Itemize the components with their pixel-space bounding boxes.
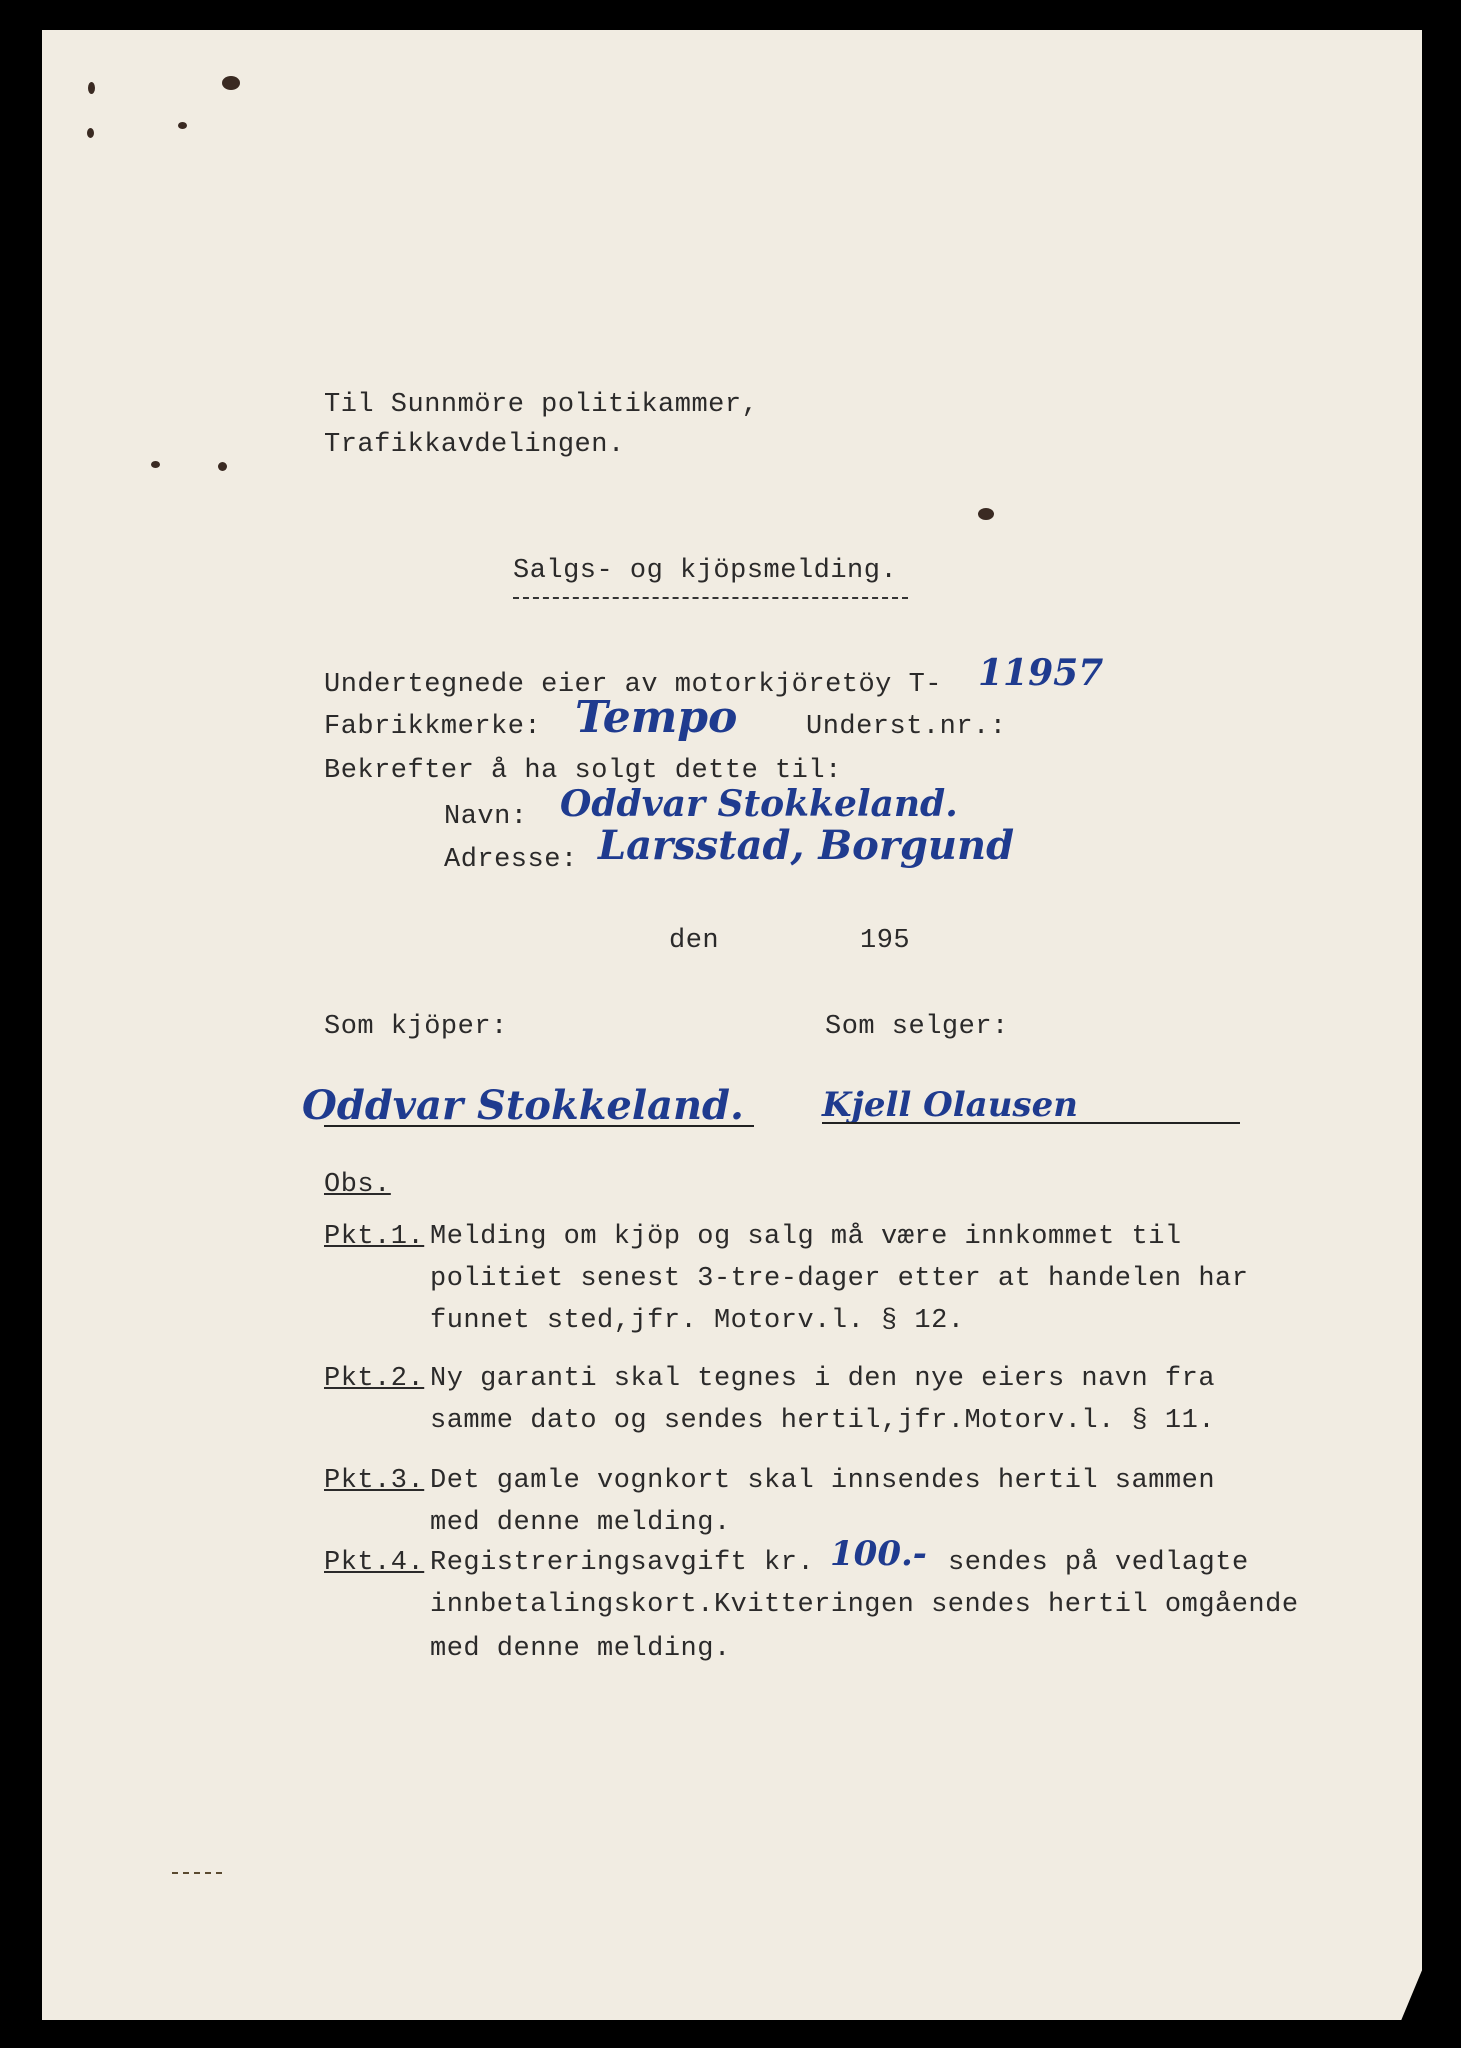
ink-spot (151, 461, 160, 468)
note-4-line-3: med denne melding. (430, 1634, 731, 1664)
note-4-line-1-suffix: sendes på vedlagte (948, 1548, 1249, 1578)
note-2-line-2: samme dato og sendes hertil,jfr.Motorv.l. § 11. (430, 1406, 1216, 1436)
vehicle-number: 11957 (978, 652, 1104, 694)
pencil-mark (172, 1872, 222, 1874)
chassis-label: Underst.nr.: (806, 712, 1007, 742)
obs-label: Obs. (324, 1170, 391, 1200)
note-1-label: Pkt.1. (324, 1222, 425, 1252)
title-underline (513, 597, 908, 599)
note-3-line-2: med denne melding. (430, 1508, 731, 1538)
document-page (42, 30, 1422, 2020)
note-1-line-1: Melding om kjöp og salg må være innkommet til (430, 1222, 1182, 1252)
seller-signature-line (822, 1122, 1240, 1124)
date-den: den (669, 926, 720, 956)
fee-value: 100.- (830, 1534, 927, 1574)
recipient-line-1: Til Sunnmöre politikammer, (324, 390, 759, 420)
note-3-label: Pkt.3. (324, 1466, 425, 1496)
buyer-label: Som kjöper: (324, 1012, 508, 1042)
name-label: Navn: (444, 802, 528, 832)
page-title: Salgs- og kjöpsmelding. (513, 556, 898, 586)
confirm-label: Bekrefter å ha solgt dette til: (324, 756, 842, 786)
ink-spot (88, 82, 95, 94)
note-4-label: Pkt.4. (324, 1548, 425, 1578)
note-1-line-3: funnet sted,jfr. Motorv.l. § 12. (430, 1306, 965, 1336)
make-value: Tempo (575, 692, 738, 743)
ink-spot (87, 128, 94, 138)
seller-label: Som selger: (825, 1012, 1009, 1042)
date-year: 195 (860, 926, 911, 956)
address-value: Larsstad, Borgund (598, 822, 1015, 869)
note-3-line-1: Det gamle vognkort skal innsendes hertil sammen (430, 1466, 1216, 1496)
recipient-line-2: Trafikkavdelingen. (324, 430, 625, 460)
note-2-label: Pkt.2. (324, 1364, 425, 1394)
ink-spot (218, 462, 227, 471)
ink-spot (222, 76, 240, 90)
note-2-line-1: Ny garanti skal tegnes i den nye eiers navn fra (430, 1364, 1216, 1394)
buyer-signature-line (324, 1125, 754, 1127)
name-value: Oddvar Stokkeland. (560, 783, 958, 825)
ink-spot (178, 122, 187, 129)
address-label: Adresse: (444, 845, 578, 875)
note-1-line-2: politiet senest 3-tre-dager etter at handelen har (430, 1264, 1249, 1294)
seller-signature: Kjell Olausen (822, 1085, 1078, 1125)
make-label: Fabrikkmerke: (324, 712, 542, 742)
owner-label: Undertegnede eier av motorkjöretöy T- (324, 670, 942, 700)
note-4-line-2: innbetalingskort.Kvitteringen sendes hertil omgående (430, 1590, 1299, 1620)
buyer-signature: Oddvar Stokkeland. (302, 1082, 744, 1129)
ink-spot (978, 508, 994, 520)
note-4-line-1: Registreringsavgift kr. (430, 1548, 815, 1578)
